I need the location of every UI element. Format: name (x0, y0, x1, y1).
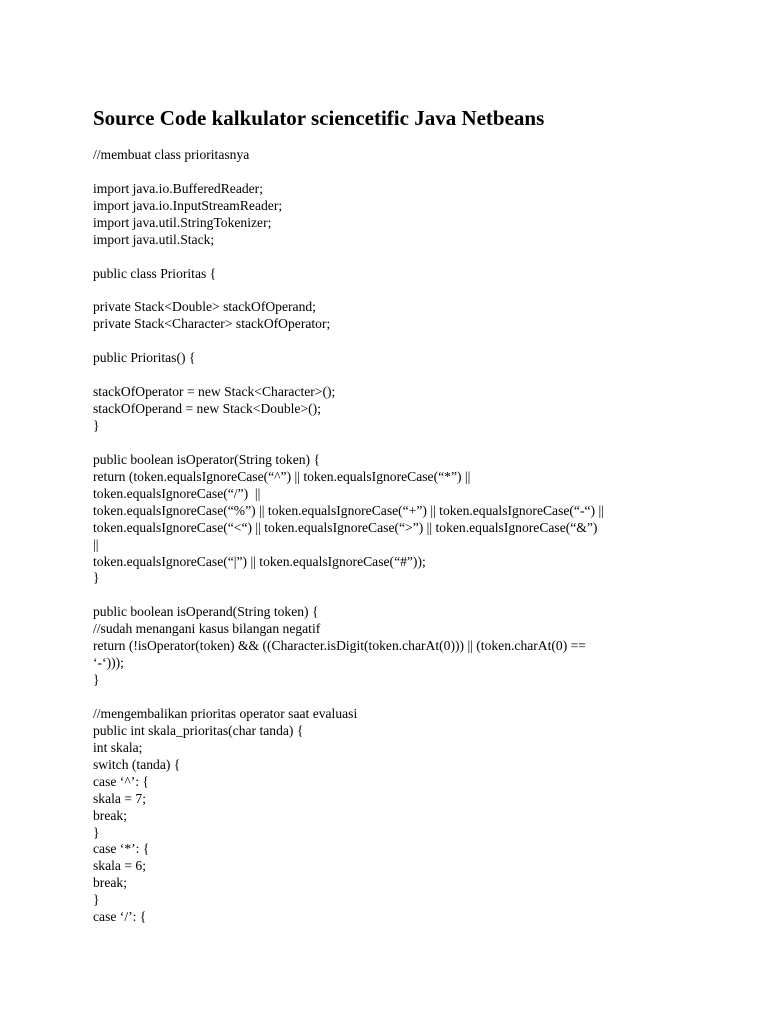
code-line: public boolean isOperator(String token) { (93, 451, 320, 467)
code-line: switch (tanda) { (93, 756, 181, 772)
code-line: import java.io.InputStreamReader; (93, 197, 283, 213)
code-line: } (93, 824, 100, 840)
code-line: || (93, 536, 99, 552)
code-line: token.equalsIgnoreCase(“/”) || (93, 485, 261, 501)
code-line: break; (93, 875, 127, 891)
code-line: return (!isOperator(token) && ((Character.isDigit(token.charAt(0))) || (token.charAt(0) == (93, 638, 586, 654)
code-line: //sudah menangani kasus bilangan negatif (93, 621, 321, 637)
code-line: //membuat class prioritasnya (93, 147, 250, 162)
code-line: //mengembalikan prioritas operator saat evaluasi (93, 705, 358, 721)
code-line: ‘-‘))); (93, 655, 124, 671)
code-line: private Stack<Double> stackOfOperand; (93, 299, 316, 315)
code-line: public int skala_prioritas(char tanda) { (93, 722, 304, 738)
code-line (93, 435, 693, 452)
code-line (93, 367, 693, 384)
code-line: case ‘/’: { (93, 909, 147, 925)
code-line: skala = 6; (93, 858, 146, 874)
code-line: token.equalsIgnoreCase(“<“) || token.equalsIgnoreCase(“>”) || token.equalsIgnoreCase(“&”) (93, 519, 598, 535)
code-line (93, 249, 693, 266)
code-line (93, 164, 693, 181)
code-line (93, 587, 693, 604)
code-line (93, 283, 693, 300)
code-line: } (93, 672, 100, 688)
code-line: import java.util.StringTokenizer; (93, 214, 272, 230)
code-line: case ‘^’: { (93, 773, 149, 789)
code-line (93, 689, 693, 706)
code-line: public class Prioritas { (93, 265, 217, 281)
code-line: private Stack<Character> stackOfOperator; (93, 316, 331, 332)
code-line: break; (93, 807, 127, 823)
code-line: public Prioritas() { (93, 350, 196, 366)
code-line: } (93, 892, 100, 908)
source-code-block (93, 147, 693, 926)
code-line: } (93, 418, 100, 433)
code-line: skala = 7; (93, 790, 146, 806)
code-line: stackOfOperand = new Stack<Double>(); (93, 401, 321, 417)
code-line: case ‘*’: { (93, 841, 150, 857)
code-line: public boolean isOperand(String token) { (93, 604, 319, 620)
document-title: Source Code kalkulator sciencetific Java Netbeans (93, 106, 545, 130)
code-line: token.equalsIgnoreCase(“%”) || token.equalsIgnoreCase(“+”) || token.equalsIgnoreCase(“-“) || (93, 502, 604, 518)
code-line (93, 333, 693, 350)
code-line: int skala; (93, 739, 143, 755)
code-line: import java.io.BufferedReader; (93, 180, 263, 196)
code-line: token.equalsIgnoreCase(“|”) || token.equalsIgnoreCase(“#”)); (93, 553, 426, 569)
code-line: stackOfOperator = new Stack<Character>(); (93, 384, 336, 400)
code-line: } (93, 570, 100, 586)
code-line: return (token.equalsIgnoreCase(“^”) || token.equalsIgnoreCase(“*”) || (93, 468, 471, 484)
code-line: import java.util.Stack; (93, 231, 215, 247)
